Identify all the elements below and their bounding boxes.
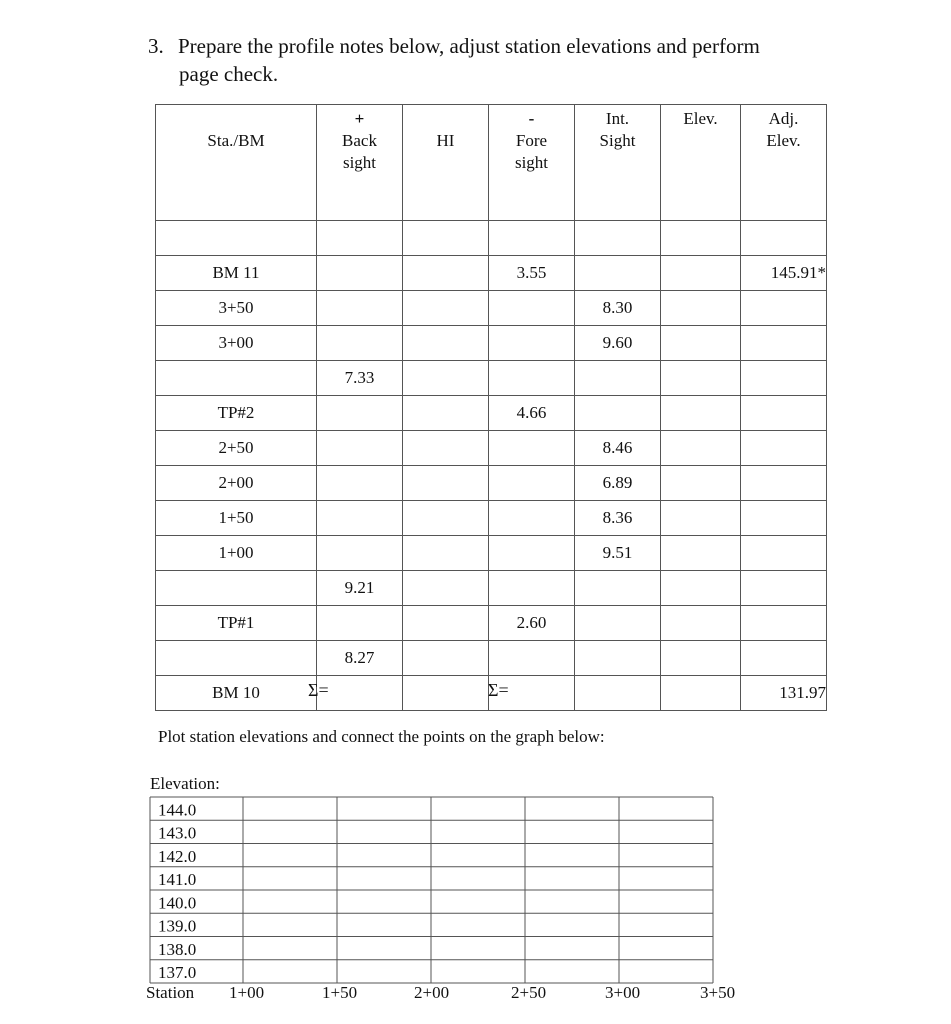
y-tick-label: 139.0: [158, 916, 197, 936]
station-cell: TP#1: [156, 606, 317, 641]
adj-elev-cell: 145.91*: [741, 256, 827, 291]
plot-instruction: Plot station elevations and connect the points on the graph below:: [158, 727, 605, 746]
adj-label-2: Elev.: [766, 131, 801, 150]
x-tick-label: 2+50: [511, 983, 547, 1002]
foresight-label-2: sight: [514, 153, 549, 172]
backsight-sum: Σ=: [308, 680, 329, 700]
question-line-2: page check.: [179, 62, 279, 86]
station-cell: TP#2: [156, 396, 317, 431]
foresight-sign: -: [528, 109, 535, 128]
y-tick-label: 140.0: [158, 893, 197, 913]
backsight-cell: 8.27: [317, 641, 403, 676]
intsight-cell: 8.30: [575, 291, 661, 326]
foresight-label-1: Fore: [515, 131, 548, 150]
foresight-cell: 2.60: [489, 606, 575, 641]
adj-label-1: Adj.: [768, 109, 799, 128]
question-number: 3.: [148, 34, 164, 58]
foresight-cell: 4.66: [489, 396, 575, 431]
intsight-cell: 6.89: [575, 466, 661, 501]
intsight-label-1: Int.: [605, 109, 630, 128]
station-cell: 1+00: [156, 536, 317, 571]
intsight-cell: 9.60: [575, 326, 661, 361]
station-cell: 3+00: [156, 326, 317, 361]
station-cell: 2+50: [156, 431, 317, 466]
y-tick-label: 137.0: [158, 963, 197, 982]
station-cell: 3+50: [156, 291, 317, 326]
station-cell: 1+50: [156, 501, 317, 536]
adj-elev-cell: 131.97: [741, 676, 827, 711]
intsight-cell: 9.51: [575, 536, 661, 571]
station-cell: BM 10: [156, 676, 317, 711]
backsight-cell: 7.33: [317, 361, 403, 396]
station-cell: 2+00: [156, 466, 317, 501]
header-sta-label: Sta./BM: [207, 131, 265, 150]
x-axis-title: Station: [146, 983, 195, 1002]
x-tick-label: 1+50: [322, 983, 358, 1002]
y-axis-title: Elevation:: [150, 774, 220, 793]
intsight-label-2: Sight: [599, 131, 636, 150]
intsight-cell: 8.46: [575, 431, 661, 466]
hi-label: HI: [436, 131, 455, 150]
y-tick-label: 138.0: [158, 939, 197, 959]
question-line-1: Prepare the profile notes below, adjust station elevations and perform: [178, 34, 760, 58]
backsight-label-2: sight: [342, 153, 377, 172]
backsight-label-1: Back: [342, 131, 377, 150]
y-tick-label: 141.0: [158, 870, 197, 889]
graph-grid: [150, 797, 713, 983]
elev-label: Elev.: [683, 109, 718, 128]
foresight-cell: 3.55: [489, 256, 575, 291]
x-tick-label: 2+00: [414, 983, 450, 1002]
intsight-cell: 8.36: [575, 501, 661, 536]
backsight-sign: +: [354, 109, 365, 128]
station-cell: BM 11: [156, 256, 317, 291]
y-tick-label: 144.0: [158, 800, 197, 820]
x-tick-label: 1+00: [229, 983, 265, 1002]
y-tick-label: 142.0: [158, 846, 197, 866]
x-tick-label: 3+50: [700, 983, 736, 1002]
x-tick-label: 3+00: [605, 983, 641, 1002]
foresight-sum: Σ=: [488, 680, 509, 700]
backsight-cell: 9.21: [317, 571, 403, 606]
y-tick-label: 143.0: [158, 823, 197, 843]
y-axis-labels: [158, 800, 196, 982]
